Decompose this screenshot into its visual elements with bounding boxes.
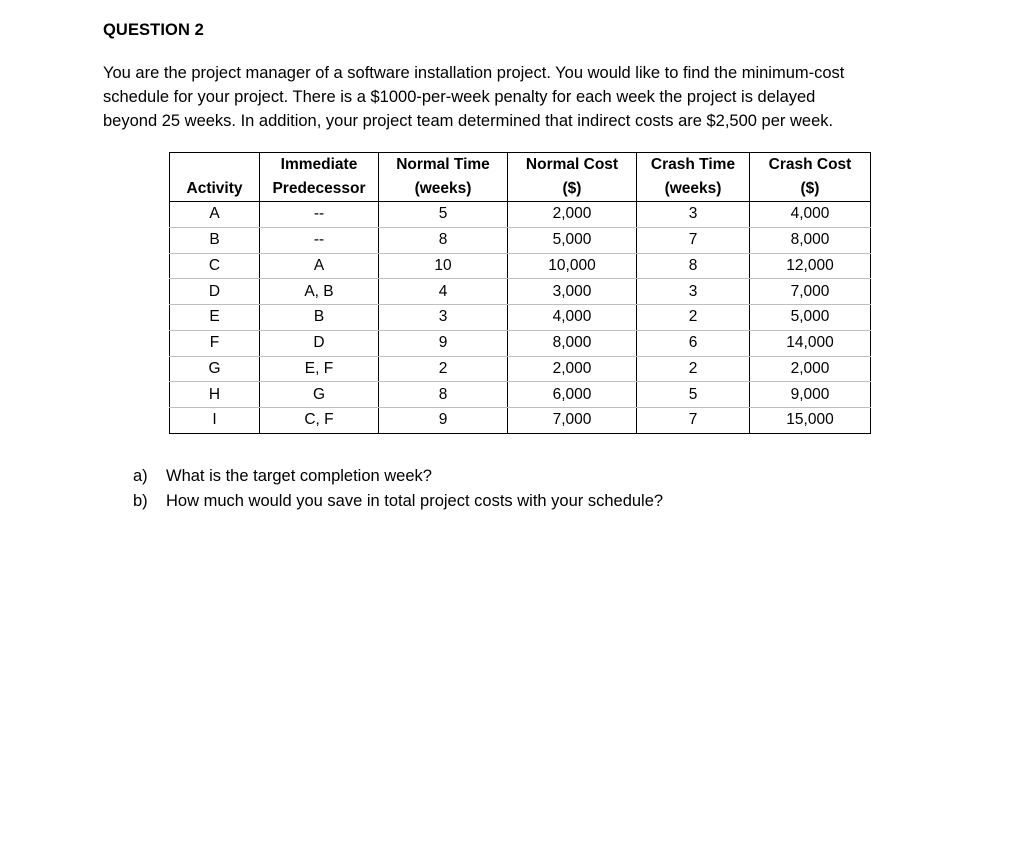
question-heading: QUESTION 2 [103,21,204,39]
cell-crash-cost: 7,000 [750,279,871,305]
table-row [170,408,871,434]
cell-activity: I [170,408,260,434]
cell-crash-time: 7 [637,227,750,253]
cell-crash-cost: 5,000 [750,305,871,331]
cell-normal-cost: 5,000 [508,227,637,253]
cell-crash-time: 3 [637,279,750,305]
header-crash-cost: Crash Cost ($) [750,153,871,202]
cell-predecessor: G [260,382,379,408]
question-text: What is the target completion week? [166,467,432,485]
question-marker: b) [133,492,148,510]
cell-normal-time: 8 [379,382,508,408]
problem-statement [103,61,963,133]
cell-normal-cost: 6,000 [508,382,637,408]
cell-crash-time: 2 [637,356,750,382]
table-row [170,253,871,279]
cell-crash-cost: 2,000 [750,356,871,382]
table-row [170,382,871,408]
cell-normal-cost: 8,000 [508,330,637,356]
header-normal-time: Normal Time (weeks) [379,153,508,202]
problem-statement-line: You are the project manager of a software installation project. You would like to find the minimum-cost [103,64,845,82]
table-row [170,330,871,356]
question-list [133,464,663,514]
header-predecessor: Immediate Predecessor [260,153,379,202]
cell-normal-time: 4 [379,279,508,305]
question-text: How much would you save in total project costs with your schedule? [166,492,664,510]
table-row [170,227,871,253]
cell-normal-time: 2 [379,356,508,382]
activity-table [169,152,871,434]
cell-normal-time: 3 [379,305,508,331]
question-marker: a) [133,467,148,485]
table-row [170,305,871,331]
cell-normal-cost: 4,000 [508,305,637,331]
cell-activity: D [170,279,260,305]
cell-normal-time: 10 [379,253,508,279]
cell-crash-time: 3 [637,202,750,228]
table-header-row [170,153,871,202]
cell-predecessor: D [260,330,379,356]
cell-crash-time: 5 [637,382,750,408]
cell-predecessor: E, F [260,356,379,382]
cell-crash-cost: 9,000 [750,382,871,408]
cell-activity: G [170,356,260,382]
cell-normal-cost: 3,000 [508,279,637,305]
table-body [170,202,871,434]
cell-normal-time: 9 [379,408,508,434]
cell-activity: A [170,202,260,228]
cell-crash-time: 6 [637,330,750,356]
cell-normal-time: 5 [379,202,508,228]
cell-crash-cost: 4,000 [750,202,871,228]
cell-crash-cost: 15,000 [750,408,871,434]
table-row [170,356,871,382]
cell-activity: F [170,330,260,356]
cell-predecessor: A, B [260,279,379,305]
cell-predecessor: C, F [260,408,379,434]
cell-normal-cost: 2,000 [508,356,637,382]
cell-activity: E [170,305,260,331]
question-b [133,489,663,514]
cell-predecessor: -- [260,202,379,228]
cell-normal-time: 8 [379,227,508,253]
table-row [170,279,871,305]
cell-crash-cost: 14,000 [750,330,871,356]
header-activity: Activity [170,153,260,202]
table-row [170,202,871,228]
problem-statement-line: beyond 25 weeks. In addition, your project team determined that indirect costs are $2,500 per week. [103,112,834,130]
cell-crash-cost: 8,000 [750,227,871,253]
header-crash-time: Crash Time (weeks) [637,153,750,202]
cell-crash-cost: 12,000 [750,253,871,279]
cell-activity: C [170,253,260,279]
cell-normal-time: 9 [379,330,508,356]
cell-crash-time: 7 [637,408,750,434]
cell-crash-time: 8 [637,253,750,279]
cell-predecessor: A [260,253,379,279]
problem-statement-line: schedule for your project. There is a $1000-per-week penalty for each week the project is delayed [103,88,816,106]
cell-crash-time: 2 [637,305,750,331]
cell-normal-cost: 2,000 [508,202,637,228]
cell-normal-cost: 10,000 [508,253,637,279]
cell-predecessor: -- [260,227,379,253]
cell-normal-cost: 7,000 [508,408,637,434]
cell-activity: B [170,227,260,253]
cell-predecessor: B [260,305,379,331]
cell-activity: H [170,382,260,408]
header-normal-cost: Normal Cost ($) [508,153,637,202]
question-a [133,464,663,489]
